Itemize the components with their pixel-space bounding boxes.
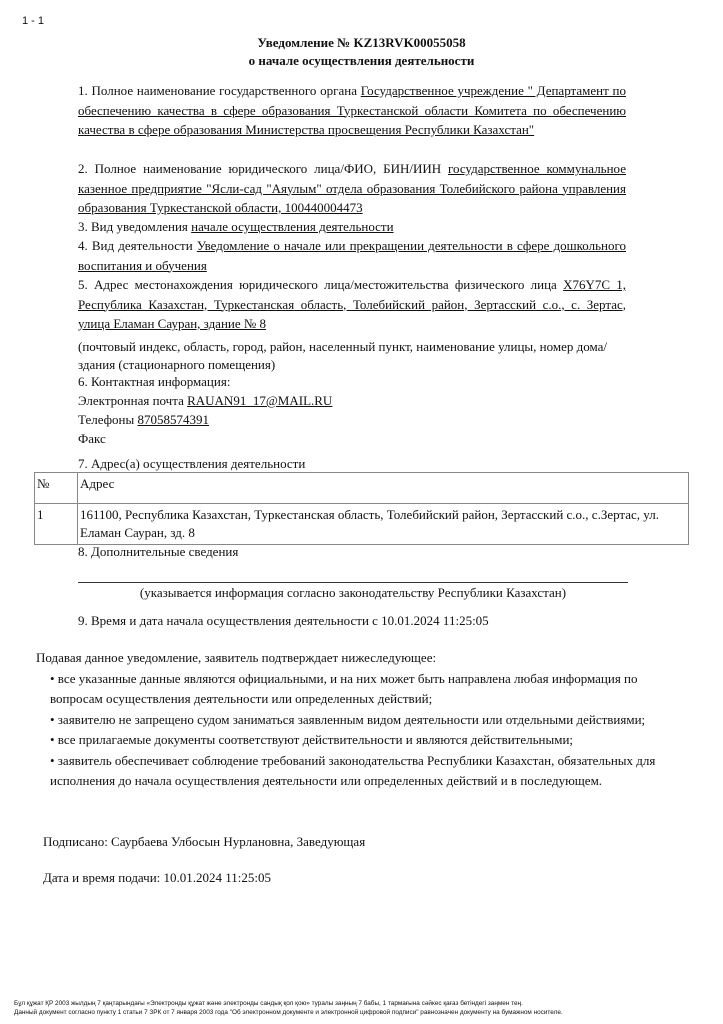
phone-row [78,411,209,429]
email-label: Электронная почта [78,393,184,408]
confirmation-item: • заявителю не запрещено судом заниматься заявленным видом деятельности или отдельными действиями; [50,711,646,727]
section-6-label: 6. Контактная информация: [78,374,231,389]
table-header-address: Адрес [78,473,689,504]
section-7-label: 7. Адрес(а) осуществления деятельности [78,456,306,471]
table-cell-address: 161100, Республика Казахстан, Туркестанская область, Толебийский район, Зертасский с.о., с.Зертас, ул. Еламан Сауран, зд. 8 [78,504,689,545]
section-2-label: 2. Полное наименование юридического лица/ФИО, БИН/ИИН [78,161,442,176]
section-3-value: начале осуществления деятельности [191,219,394,234]
section-2-value: государственное коммунальное казенное предприятие "Ясли-сад "Аяулым" отдела образования Толебийского района управления образования Туркестанской области, 100440004473 [78,161,626,215]
section-1 [78,81,626,140]
confirmation-block [36,648,676,792]
email-value: RAUAN91_17@MAIL.RU [187,393,333,408]
section-1-label: 1. Полное наименование государственного органа [78,83,357,98]
section-3-label: 3. Вид уведомления [78,219,188,234]
phone-label: Телефоны [78,412,135,427]
footer-line-russian: Данный документ согласно пункту 1 статьи 7 ЗРК от 7 января 2003 года "Об электронном документе и электронной цифровой подписи" равнозначен документу на бумажном носителе. [14,1009,563,1016]
signed-by: Подписано: Саурбаева Улбосын Нурлановна, Заведующая [43,834,366,849]
submission-datetime: Дата и время подачи: 10.01.2024 11:25:05 [43,870,272,885]
section-5-label: 5. Адрес местонахождения юридического лица/местожительства физического лица [78,277,557,292]
section-5 [78,275,626,334]
confirmation-intro: Подавая данное уведомление, заявитель подтверждает нижеследующее: [36,650,437,665]
document-subtitle: о начале осуществления деятельности [248,53,475,68]
footer-line-kazakh: Бұл құжат ҚР 2003 жылдың 7 қаңтарындағы «Электронды құжат және электронды сандық қол қою» туралы заңның 7 бабы, 1 тармағына сәйкес қағаз бетіндегі заңмен тең. [14,1000,523,1007]
phone-value: 87058574391 [137,412,209,427]
divider-line [78,582,628,583]
section-9-label: 9. Время и дата начала осуществления деятельности с 10.01.2024 11:25:05 [78,613,489,628]
section-8-label: 8. Дополнительные сведения [78,544,239,559]
page-number: 1 - 1 [22,15,45,27]
section-4 [78,236,626,275]
section-2 [78,159,626,218]
address-table [34,472,689,545]
section-4-value: Уведомление о начале или прекращении деятельности в сфере дошкольного воспитания и обучения [78,238,626,273]
confirmation-item: • заявитель обеспечивает соблюдение требований законодательства Республики Казахстан, обязательных для исполнения до начала осуществления деятельности или определенных действий и в последующем. [50,752,656,788]
section-5-value: X76Y7C 1, Республика Казахстан, Туркестанская область, Толебийский район, Зертасский с.о., с. Зертас, улица Еламан Сауран, здание № 8 [78,277,626,331]
confirmation-item: • все прилагаемые документы соответствуют действительности и являются действительными; [50,732,574,747]
table-cell-number: 1 [35,504,78,545]
section-5-hint: (почтовый индекс, область, город, район, населенный пункт, наименование улицы, номер дома/здания (стационарного помещения) [78,339,608,372]
confirmation-item: • все указанные данные являются официальными, и на них может быть направлена любая информация по вопросам осуществления деятельности или определенных действий; [50,670,638,706]
section-8-note: (указывается информация согласно законодательству Республики Казахстан) [139,585,567,600]
section-1-value: Государственное учреждение " Департамент по обеспечению качества в сфере образования Туркестанской области Комитета по обеспечению качества в сфере образования Министерства просвещения Республики Казахстан" [78,83,626,137]
legal-footer [14,999,563,1017]
email-row [78,392,332,410]
table-header-row [35,473,689,504]
fax-label: Факс [78,431,106,446]
section-3 [78,217,626,237]
document-title: Уведомление № KZ13RVK00055058 [257,35,466,50]
table-row [35,504,689,545]
section-4-label: 4. Вид деятельности [78,238,193,253]
table-header-number: № [35,473,78,504]
